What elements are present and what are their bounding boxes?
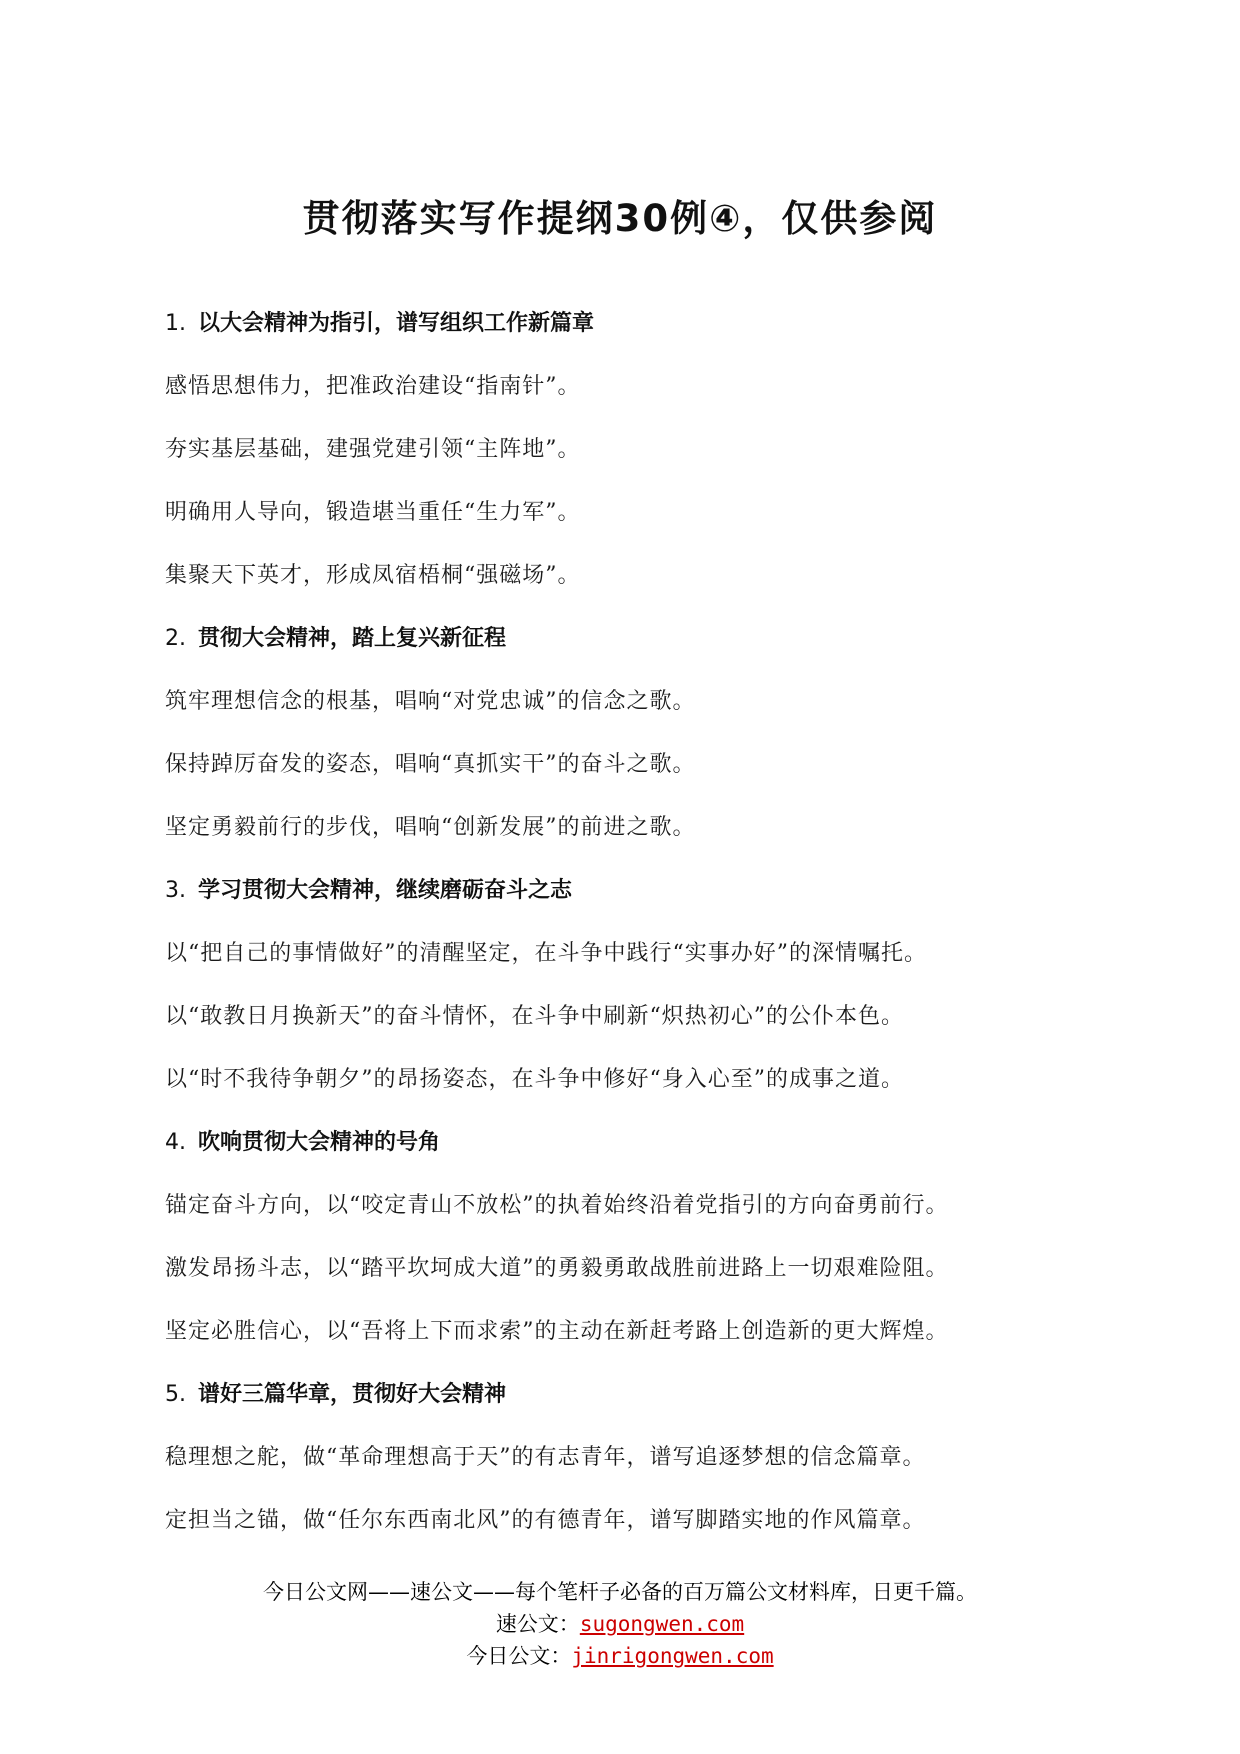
section-heading-text: 学习贯彻大会精神，继续磨砺奋斗之志 bbox=[198, 878, 573, 903]
outline-line: 激发昂扬斗志，以“踏平坎坷成大道”的勇毅勇敢战胜前进路上一切艰难险阻。 bbox=[165, 1256, 949, 1281]
footer-link-label: 今日公文： bbox=[466, 1644, 572, 1668]
outline-line: 稳理想之舵，做“革命理想高于天”的有志青年，谱写追逐梦想的信念篇章。 bbox=[165, 1445, 926, 1470]
outline-line: 以“把自己的事情做好”的清醒坚定，在斗争中践行“实事办好”的深情嘱托。 bbox=[165, 941, 927, 966]
outline-line: 筑牢理想信念的根基，唱响“对党忠诚”的信念之歌。 bbox=[165, 689, 696, 714]
section-number: 5. bbox=[165, 1382, 186, 1407]
outline-line: 锚定奋斗方向，以“咬定青山不放松”的执着始终沿着党指引的方向奋勇前行。 bbox=[165, 1193, 949, 1218]
section-heading bbox=[165, 875, 1085, 907]
footer-link-row bbox=[0, 1608, 1240, 1640]
outline-line: 坚定必胜信心，以“吾将上下而求索”的主动在新赶考路上创造新的更大辉煌。 bbox=[165, 1319, 949, 1344]
sugongwen-link[interactable]: sugongwen.com bbox=[579, 1612, 745, 1636]
outline-line: 坚定勇毅前行的步伐，唱响“创新发展”的前进之歌。 bbox=[165, 815, 696, 840]
outline-line: 明确用人导向，锻造堪当重任“生力军”。 bbox=[165, 500, 581, 525]
document-body bbox=[165, 308, 1085, 1568]
section-heading bbox=[165, 1379, 1085, 1411]
section-heading bbox=[165, 623, 1085, 655]
outline-line: 定担当之锚，做“任尔东西南北风”的有德青年，谱写脚踏实地的作风篇章。 bbox=[165, 1508, 926, 1533]
outline-line: 感悟思想伟力，把准政治建设“指南针”。 bbox=[165, 374, 581, 399]
outline-line: 夯实基层基础，建强党建引领“主阵地”。 bbox=[165, 437, 581, 462]
outline-line: 保持踔厉奋发的姿态，唱响“真抓实干”的奋斗之歌。 bbox=[165, 752, 696, 777]
section-heading-text: 谱好三篇华章，贯彻好大会精神 bbox=[198, 1382, 507, 1407]
jinrigongwen-link[interactable]: jinrigongwen.com bbox=[571, 1644, 774, 1668]
section-heading bbox=[165, 308, 1085, 340]
outline-line: 集聚天下英才，形成凤宿梧桐“强磁场”。 bbox=[165, 563, 581, 588]
footer-link-row bbox=[0, 1640, 1240, 1672]
document-title: 贯彻落实写作提纲30例④，仅供参阅 bbox=[302, 197, 938, 240]
section-heading-text: 吹响贯彻大会精神的号角 bbox=[198, 1130, 441, 1155]
section-number: 2. bbox=[165, 626, 186, 651]
footer-link-label: 速公文： bbox=[495, 1612, 580, 1636]
section-number: 3. bbox=[165, 878, 186, 903]
section-number: 1. bbox=[165, 311, 186, 336]
section-number: 4. bbox=[165, 1130, 186, 1155]
section-heading-text: 贯彻大会精神，踏上复兴新征程 bbox=[198, 626, 507, 651]
section-heading bbox=[165, 1127, 1085, 1159]
section-heading-text: 以大会精神为指引，谱写组织工作新篇章 bbox=[198, 311, 595, 336]
footer bbox=[0, 1576, 1240, 1672]
footer-tagline: 今日公文网——速公文——每个笔杆子必备的百万篇公文材料库，日更千篇。 bbox=[263, 1580, 977, 1604]
outline-line: 以“时不我待争朝夕”的昂扬姿态，在斗争中修好“身入心至”的成事之道。 bbox=[165, 1067, 904, 1092]
outline-line: 以“敢教日月换新天”的奋斗情怀，在斗争中刷新“炽热初心”的公仆本色。 bbox=[165, 1004, 904, 1029]
